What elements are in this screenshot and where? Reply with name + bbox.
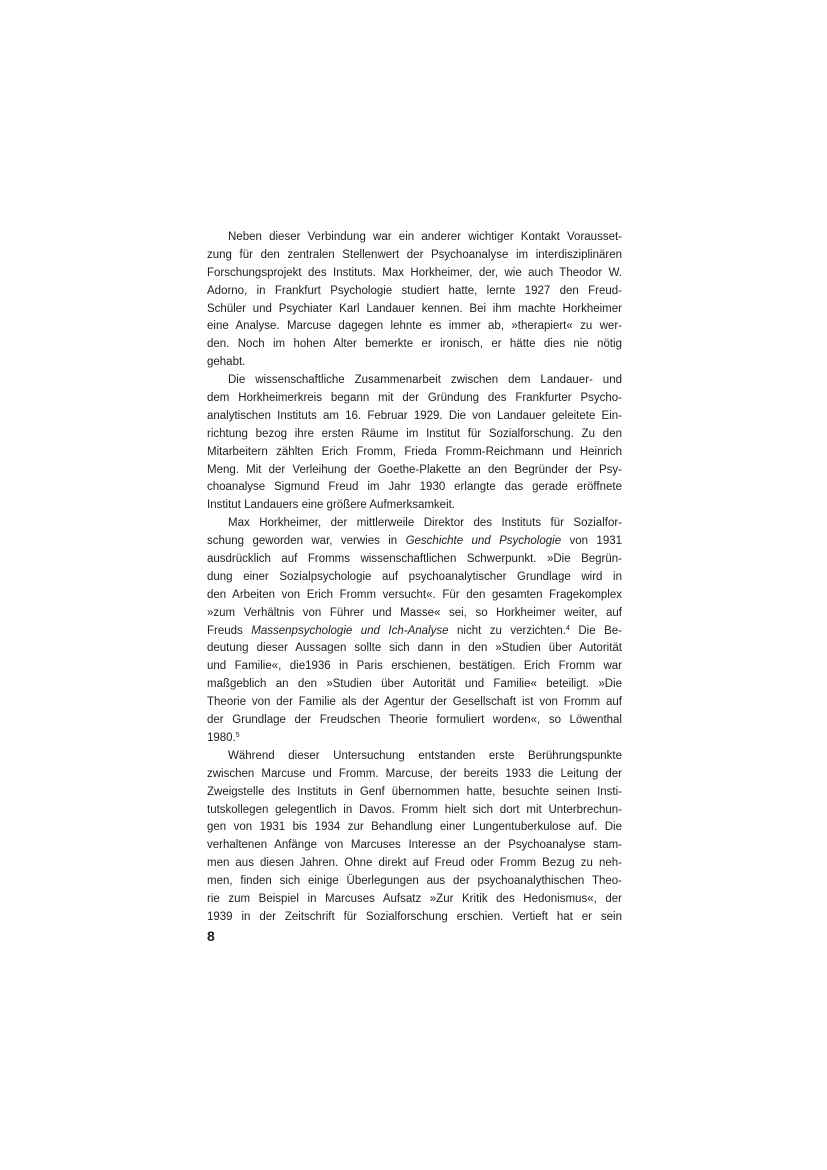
text-line — [207, 462, 622, 480]
text-segment: »zum Verhältnis von Führer und Masse« sei, so Horkheimer weiter, auf — [207, 606, 622, 619]
text-segment: zwischen Marcuse und Fromm. Marcuse, der bereits 1933 die Leitung der — [207, 767, 622, 780]
text-segment: Schüler und Psychiater Karl Landauer kennen. Bei ihm machte Horkheimer — [207, 302, 622, 315]
text-line — [207, 712, 622, 730]
text-line — [207, 515, 622, 533]
text-segment: Adorno, in Frankfurt Psychologie studiert hatte, lernte 1927 den Freud- — [207, 284, 622, 297]
italic-title: Geschichte und Psychologie — [405, 535, 562, 548]
text-segment: Die wissenschaftliche Zusammenarbeit zwischen dem Landauer- und — [228, 374, 622, 387]
text-segment: men aus diesen Jahren. Ohne direkt auf Freud oder Fromm Bezug zu neh- — [207, 857, 622, 870]
text-segment: 1980. — [207, 731, 236, 744]
text-segment: Zweigstelle des Instituts in Genf übernommen hatte, besuchte seinen Insti- — [207, 785, 622, 798]
text-segment: den Arbeiten von Erich Fromm versucht«. Für den gesamten Fragekomplex — [207, 588, 622, 601]
text-segment: nicht zu verzichten. — [448, 624, 566, 637]
text-segment: tutskollegen gelegentlich in Davos. Fromm hielt sich dort mit Unterbrechun- — [207, 803, 622, 816]
text-line — [207, 497, 622, 515]
text-line — [207, 587, 622, 605]
footnote-marker: 4 — [565, 624, 570, 632]
text-segment: zung für den zentralen Stellenwert der Psychoanalyse im interdisziplinären — [207, 248, 622, 261]
text-segment: Max Horkheimer, der mittlerweile Direktor des Instituts für Sozialfor- — [228, 517, 622, 530]
italic-title: Massenpsychologie und Ich-Analyse — [251, 624, 449, 637]
text-segment: rie zum Beispiel in Marcuses Aufsatz »Zur Kritik des Hedonismus«, der — [207, 892, 622, 905]
text-line — [207, 551, 622, 569]
text-segment: Freuds — [207, 624, 252, 637]
text-segment: maßgeblich an den »Studien über Autorität und Familie« beteiligt. »Die — [207, 678, 622, 691]
text-line — [207, 676, 622, 694]
text-segment: ausdrücklich auf Fromms wissenschaftlichen Schwerpunkt. »Die Begrün- — [207, 553, 622, 566]
page-number: 8 — [207, 928, 215, 944]
text-line — [207, 658, 622, 676]
text-line — [207, 354, 622, 372]
body-text — [207, 229, 622, 927]
text-line — [207, 623, 622, 641]
text-line — [207, 444, 622, 462]
text-line — [207, 390, 622, 408]
text-line — [207, 318, 622, 336]
text-line — [207, 479, 622, 497]
text-segment: von 1931 — [561, 535, 623, 548]
text-segment: richtung bezog ihre ersten Räume im Institut für Sozialforschung. Zu den — [207, 427, 622, 440]
text-segment: deutung dieser Aussagen sollte sich dann in den »Studien über Autorität — [207, 642, 622, 655]
text-line — [207, 265, 622, 283]
text-segment: verhaltenen Anfänge von Marcuses Interesse an der Psychoanalyse stam- — [207, 839, 622, 852]
text-line — [207, 748, 622, 766]
text-segment: analytischen Instituts am 16. Februar 1929. Die von Landauer geleitete Ein- — [207, 409, 622, 422]
text-line — [207, 372, 622, 390]
text-line — [207, 229, 622, 247]
text-segment: schung geworden war, verwies in — [207, 535, 406, 548]
text-line — [207, 802, 622, 820]
text-line — [207, 855, 622, 873]
text-segment: Theorie von der Familie als der Agentur der Gesellschaft ist von Fromm auf — [207, 696, 622, 709]
text-line — [207, 247, 622, 265]
text-line — [207, 909, 622, 927]
text-line — [207, 640, 622, 658]
text-segment: den. Noch im hohen Alter bemerkte er ironisch, er hätte dies nie nötig — [207, 338, 622, 351]
text-line — [207, 694, 622, 712]
text-segment: choanalyse Sigmund Freud im Jahr 1930 erlangte das gerade eröffnete — [207, 481, 622, 494]
text-segment: gehabt. — [207, 356, 246, 369]
text-segment: gen von 1931 bis 1934 zur Behandlung einer Lungentuberkulose auf. Die — [207, 821, 622, 834]
text-segment: der Grundlage der Freudschen Theorie formuliert worden«, so Löwenthal — [207, 714, 622, 727]
text-line — [207, 605, 622, 623]
text-line — [207, 408, 622, 426]
text-line — [207, 891, 622, 909]
text-segment: Forschungsprojekt des Instituts. Max Horkheimer, der, wie auch Theodor W. — [207, 266, 622, 279]
text-segment: Neben dieser Verbindung war ein anderer wichtiger Kontakt Vorausset- — [228, 231, 622, 243]
text-segment: Die Be- — [569, 624, 622, 637]
text-segment: dung einer Sozialpsychologie auf psychoanalytischer Grundlage wird in — [207, 570, 622, 583]
footnote-marker: 5 — [235, 731, 240, 739]
text-segment: 1939 in der Zeitschrift für Sozialforschung erschien. Vertieft hat er sein — [207, 910, 622, 923]
text-segment: Meng. Mit der Verleihung der Goethe-Plakette an den Begründer der Psy- — [207, 463, 622, 476]
text-line — [207, 819, 622, 837]
text-segment: Institut Landauers eine größere Aufmerksamkeit. — [207, 499, 456, 512]
text-line — [207, 283, 622, 301]
text-line — [207, 569, 622, 587]
text-line — [207, 730, 622, 748]
text-line — [207, 426, 622, 444]
text-segment: Mitarbeitern zählten Erich Fromm, Frieda Fromm-Reichmann und Heinrich — [207, 445, 622, 458]
text-segment: dem Horkheimerkreis begann mit der Gründung des Frankfurter Psycho- — [207, 392, 622, 405]
text-segment: eine Analyse. Marcuse dagegen lehnte es immer ab, »therapiert« zu wer- — [207, 320, 622, 333]
text-segment: und Familie«, die1936 in Paris erschienen, bestätigen. Erich Fromm war — [207, 660, 622, 673]
text-line — [207, 533, 622, 551]
text-line — [207, 784, 622, 802]
text-line — [207, 301, 622, 319]
text-segment: men, finden sich einige Überlegungen aus der psychoanalythischen Theo- — [207, 875, 622, 888]
text-line — [207, 873, 622, 891]
text-line — [207, 837, 622, 855]
text-line — [207, 766, 622, 784]
text-segment: Während dieser Untersuchung entstanden erste Berührungspunkte — [228, 749, 622, 762]
text-line — [207, 336, 622, 354]
